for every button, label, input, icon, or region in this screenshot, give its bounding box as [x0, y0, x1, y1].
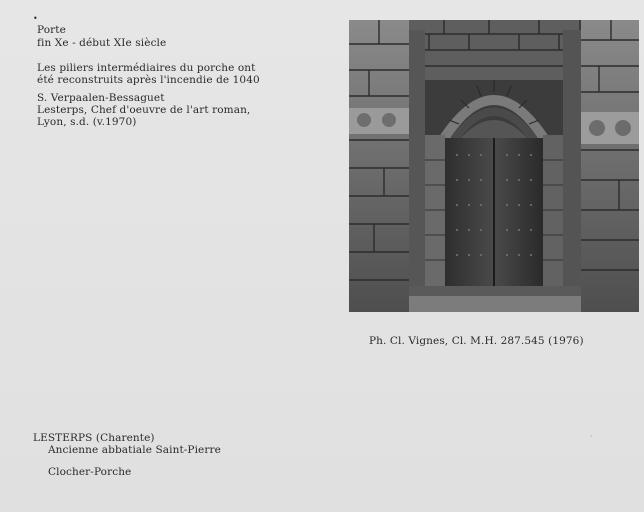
- source-author: S. Verpaalen-Bessaguet: [37, 92, 165, 104]
- source-title: Lesterps, Chef d'oeuvre de l'art roman,: [37, 104, 251, 116]
- photo-porch-door: [349, 20, 639, 312]
- bullet-mark: •: [33, 14, 38, 23]
- note-line-1: Les piliers intermédiaires du porche ont: [37, 62, 256, 74]
- photo-credit: Ph. Cl. Vignes, Cl. M.H. 287.545 (1976): [369, 335, 584, 347]
- object-type: Porte: [37, 24, 66, 36]
- porch-door-photo-icon: [349, 20, 639, 312]
- dust-mark: ·: [590, 432, 593, 441]
- source-publication: Lyon, s.d. (v.1970): [37, 116, 137, 128]
- object-date: fin Xe - début XIe siècle: [37, 37, 167, 49]
- location-town: LESTERPS: [33, 432, 93, 444]
- location-part: Clocher-Porche: [48, 466, 132, 478]
- location-department: (Charente): [95, 432, 155, 444]
- note-line-2: été reconstruits après l'incendie de 1040: [37, 74, 260, 86]
- location-building: Ancienne abbatiale Saint-Pierre: [48, 444, 221, 456]
